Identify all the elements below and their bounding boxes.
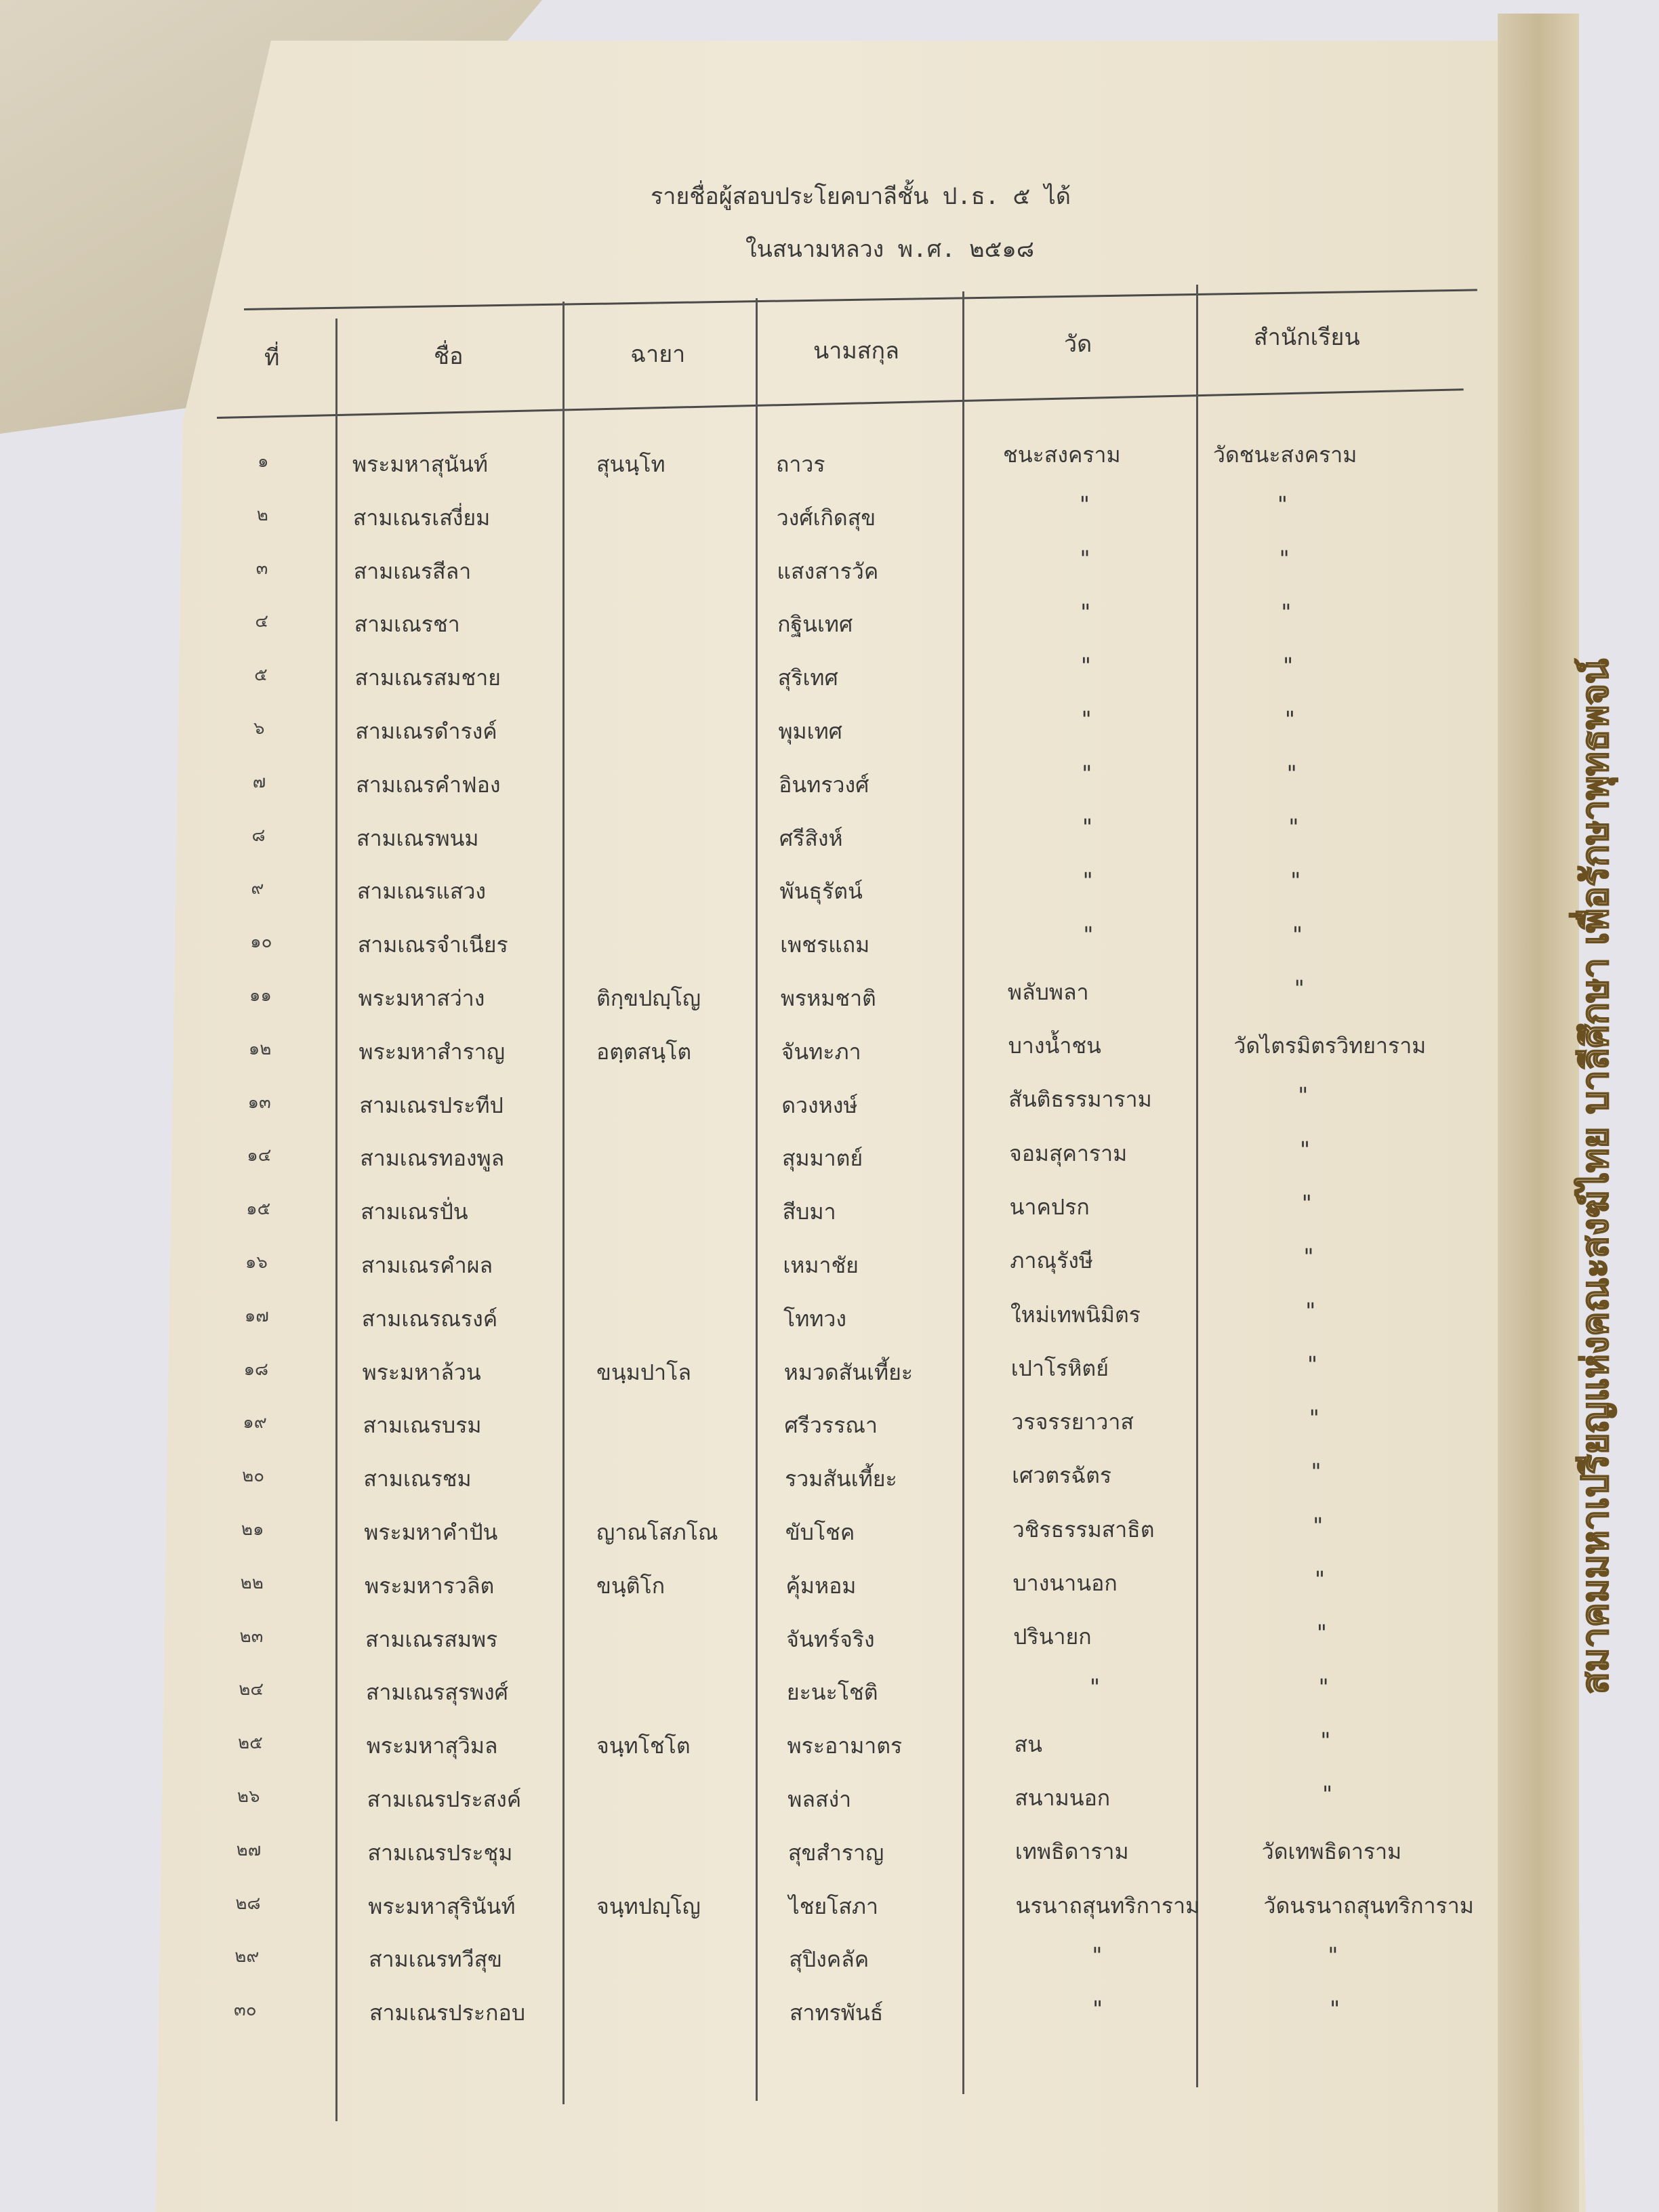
cell-chaya: จนฺทโชโต bbox=[596, 1733, 691, 1759]
cell-school: " bbox=[1307, 1405, 1321, 1431]
header-school: สำนักเรียน bbox=[1254, 324, 1360, 351]
cell-name: สามเณรปั่น bbox=[361, 1199, 468, 1225]
cell-wat: " bbox=[1080, 813, 1094, 840]
cell-chaya: จนฺทปญฺโญ bbox=[596, 1893, 701, 1919]
cell-name: พระมหารวลิต bbox=[365, 1572, 495, 1599]
cell-wat: นาคปรก bbox=[1009, 1193, 1090, 1220]
cell-chaya: สุนนฺโท bbox=[596, 451, 665, 477]
column-divider-no bbox=[335, 319, 337, 2121]
cell-wat: สันติธรรมาราม bbox=[1008, 1086, 1152, 1113]
cell-school: วัดเทพธิดาราม bbox=[1261, 1839, 1402, 1865]
cell-surname: คุ้มหอม bbox=[785, 1572, 857, 1599]
cell-school: " bbox=[1285, 760, 1298, 786]
cell-wat: เทพธิดาราม bbox=[1015, 1839, 1129, 1865]
cell-surname: สุมมาตย์ bbox=[781, 1145, 863, 1172]
cell-name: สามเณรประสงค์ bbox=[367, 1786, 522, 1812]
cell-name: สามเณรเสงี่ยม bbox=[352, 504, 491, 531]
cell-no: ๖ bbox=[253, 718, 265, 739]
cell-school: " bbox=[1279, 598, 1293, 625]
cell-no: ๒๘ bbox=[235, 1893, 261, 1914]
column-divider-name bbox=[562, 302, 565, 2104]
cell-no: ๑๐ bbox=[250, 932, 272, 953]
cell-wat: สนามนอก bbox=[1015, 1785, 1111, 1811]
cell-surname: หมวดสันเที้ยะ bbox=[783, 1359, 914, 1385]
cell-school: " bbox=[1313, 1565, 1327, 1592]
cell-name: สามเณรสุรพงศ์ bbox=[365, 1679, 508, 1706]
cell-surname: สีบมา bbox=[782, 1199, 836, 1225]
cell-wat: " bbox=[1081, 867, 1094, 894]
cell-surname: วงศ์เกิดสุข bbox=[776, 504, 876, 531]
header-wat: วัด bbox=[1064, 331, 1092, 358]
cell-name: สามเณรชา bbox=[354, 611, 460, 638]
cell-wat: " bbox=[1078, 545, 1092, 571]
cell-wat: วรจรรยาวาส bbox=[1011, 1409, 1134, 1435]
cell-wat: วชิรธรรมสาธิต bbox=[1012, 1516, 1155, 1542]
cell-chaya: ติกฺขปญฺโญ bbox=[596, 985, 701, 1011]
column-divider-wat bbox=[1196, 285, 1198, 2087]
cell-school: " bbox=[1311, 1512, 1325, 1538]
cell-surname: สุขสำราญ bbox=[787, 1839, 884, 1866]
cell-name: สามเณรคำผล bbox=[361, 1252, 493, 1278]
cell-school: " bbox=[1277, 545, 1291, 571]
header-no: ที่ bbox=[264, 344, 280, 371]
cell-school: " bbox=[1305, 1351, 1319, 1377]
cell-surname: รวมสันเที้ยะ bbox=[785, 1466, 897, 1492]
cell-name: พระมหาคำปัน bbox=[364, 1519, 498, 1545]
cell-surname: จันทร์จริง bbox=[786, 1626, 875, 1652]
cell-name: สามเณรแสวง bbox=[356, 878, 487, 905]
cell-wat: " bbox=[1080, 760, 1094, 786]
cell-wat: " bbox=[1080, 706, 1093, 733]
column-divider-chaya bbox=[756, 298, 758, 2101]
cell-wat: ชนะสงคราม bbox=[1003, 442, 1121, 468]
cell-school: " bbox=[1317, 1673, 1330, 1700]
cell-wat: จอมสุคาราม bbox=[1008, 1140, 1128, 1166]
cell-wat: เปาโรหิตย์ bbox=[1010, 1355, 1109, 1381]
cell-no: ๒๕ bbox=[238, 1733, 263, 1754]
cell-no: ๑๕ bbox=[246, 1199, 271, 1220]
cell-no: ๒๔ bbox=[239, 1679, 264, 1700]
cell-no: ๒๓ bbox=[239, 1626, 264, 1647]
cell-wat: บางน้ำชน bbox=[1008, 1033, 1101, 1059]
cell-wat: " bbox=[1091, 1996, 1105, 2022]
cell-no: ๒๙ bbox=[234, 1946, 260, 1967]
cell-name: สามเณรคำฟอง bbox=[356, 771, 501, 798]
header-chaya: ฉายา bbox=[630, 341, 686, 368]
cell-surname: ยะนะโชติ bbox=[786, 1679, 878, 1706]
cell-surname: ดวงหงษ์ bbox=[781, 1092, 858, 1118]
document-subtitle: ในสนามหลวง พ.ศ. ๒๕๑๘ bbox=[745, 236, 1035, 263]
cell-chaya: ขนฺมปาโล bbox=[596, 1359, 691, 1385]
cell-no: ๒๖ bbox=[237, 1786, 260, 1807]
cell-no: ๒๒ bbox=[240, 1572, 264, 1593]
cell-no: ๑ bbox=[258, 451, 269, 472]
cell-surname: พรหมชาติ bbox=[780, 985, 876, 1011]
cell-no: ๑๒ bbox=[248, 1038, 272, 1059]
cell-no: ๑๙ bbox=[243, 1412, 267, 1433]
cell-no: ๒๐ bbox=[242, 1466, 265, 1487]
cell-school: " bbox=[1302, 1244, 1315, 1270]
cell-name: สามเณรทองพูล bbox=[360, 1145, 505, 1172]
cell-no: ๒๗ bbox=[236, 1839, 262, 1860]
cell-school: วัดไตรมิตรวิทยาราม bbox=[1233, 1033, 1427, 1059]
cell-school: " bbox=[1309, 1458, 1323, 1485]
cell-no: ๕ bbox=[254, 665, 268, 686]
cell-surname: พระอามาตร bbox=[787, 1733, 903, 1759]
cell-wat: " bbox=[1079, 598, 1092, 625]
cell-no: ๒๑ bbox=[241, 1519, 264, 1540]
cell-no: ๓ bbox=[255, 558, 268, 579]
cell-wat: " bbox=[1082, 921, 1095, 947]
cell-school: " bbox=[1328, 1996, 1342, 2022]
cell-no: ๘ bbox=[251, 825, 266, 846]
cell-wat: บางนานอก bbox=[1012, 1570, 1118, 1596]
cell-no: ๑๗ bbox=[244, 1305, 269, 1326]
cell-wat: " bbox=[1079, 653, 1093, 679]
cell-chaya: ขนฺติโก bbox=[596, 1572, 665, 1599]
cell-wat: " bbox=[1088, 1673, 1102, 1700]
cell-surname: ถาวร bbox=[776, 451, 825, 477]
cell-surname: สุปิงคลัค bbox=[789, 1946, 869, 1973]
cell-chaya: ญาณโสภโณ bbox=[596, 1519, 718, 1545]
cell-wat: นรนาถสุนทริการาม bbox=[1015, 1892, 1200, 1919]
cell-wat: " bbox=[1078, 491, 1091, 518]
cell-name: พระมหาสำราญ bbox=[359, 1038, 506, 1065]
cell-surname: ไชยโสภา bbox=[788, 1893, 878, 1919]
cell-school: " bbox=[1292, 975, 1306, 1001]
cell-wat: ภาณุรังษี bbox=[1010, 1248, 1093, 1274]
cell-school: " bbox=[1319, 1727, 1332, 1753]
cell-surname: จันทะภา bbox=[781, 1038, 861, 1065]
cell-name: สามเณรประชุม bbox=[367, 1839, 513, 1866]
cell-surname: สุริเทศ bbox=[777, 665, 838, 691]
cell-surname: ขับโชค bbox=[785, 1519, 855, 1545]
cell-no: ๒ bbox=[256, 504, 268, 525]
header-name: ชื่อ bbox=[434, 343, 464, 370]
cell-no: ๙ bbox=[251, 878, 264, 899]
cell-no: ๑๖ bbox=[245, 1252, 268, 1273]
cell-surname: สาทรพันธ์ bbox=[790, 2000, 884, 2026]
cell-school: " bbox=[1282, 653, 1295, 679]
cell-no: ๑๘ bbox=[243, 1359, 269, 1380]
cell-surname: โททวง bbox=[783, 1305, 846, 1332]
cell-name: สามเณรณรงค์ bbox=[361, 1305, 498, 1332]
cell-surname: ศรีวรรณา bbox=[784, 1412, 878, 1439]
cell-no: ๑๑ bbox=[249, 985, 272, 1006]
cell-school: " bbox=[1326, 1942, 1340, 1968]
cell-wat: ใหม่เทพนิมิตร bbox=[1010, 1301, 1141, 1328]
cell-surname: ศรีสิงห์ bbox=[779, 825, 843, 851]
cell-name: พระมหาสว่าง bbox=[358, 985, 485, 1011]
cell-name: สามเณรสีลา bbox=[353, 558, 472, 584]
cell-name: พระมหาสุวิมล bbox=[366, 1733, 498, 1759]
cell-no: ๗ bbox=[252, 771, 266, 792]
cell-name: สามเณรสมพร bbox=[365, 1626, 498, 1652]
cell-surname: เหมาชัย bbox=[783, 1252, 859, 1278]
cell-wat: สน bbox=[1014, 1731, 1042, 1757]
cell-school: " bbox=[1298, 1136, 1312, 1162]
cell-wat: " bbox=[1090, 1942, 1104, 1968]
cell-name: สามเณรประกอบ bbox=[369, 2000, 525, 2026]
cell-surname: กฐินเทศ bbox=[777, 611, 853, 638]
cell-school: วัดชนะสงคราม bbox=[1213, 442, 1357, 468]
cell-chaya: อตฺตสนฺโต bbox=[596, 1038, 692, 1065]
cell-name: สามเณรชม bbox=[363, 1466, 472, 1492]
cell-no: ๑๓ bbox=[247, 1092, 271, 1113]
cell-school: " bbox=[1300, 1189, 1313, 1216]
cell-surname: พันธุรัตน์ bbox=[779, 878, 863, 905]
cell-school: " bbox=[1315, 1620, 1328, 1646]
cell-surname: แสงสารวัค bbox=[777, 558, 879, 584]
cell-school: " bbox=[1283, 706, 1297, 733]
cell-school: วัดนรนาถสุนทริการาม bbox=[1263, 1892, 1474, 1919]
cell-no: ๔ bbox=[255, 611, 269, 632]
cell-name: สามเณรดำรงค์ bbox=[355, 718, 497, 744]
header-surname: นามสกุล bbox=[813, 337, 899, 365]
cell-no: ๑๔ bbox=[247, 1145, 272, 1166]
cell-school: " bbox=[1320, 1781, 1334, 1807]
cell-name: สามเณรบรม bbox=[363, 1412, 482, 1439]
cell-name: สามเณรประทีป bbox=[359, 1092, 504, 1118]
cell-surname: เพชรแถม bbox=[780, 932, 870, 958]
cell-no: ๓๐ bbox=[234, 2000, 257, 2021]
cell-name: สามเณรพนม bbox=[356, 825, 479, 851]
cell-school: " bbox=[1290, 921, 1305, 947]
cell-name: สามเณรทวีสุข bbox=[369, 1946, 502, 1973]
cell-surname: อินทรวงศ์ bbox=[779, 771, 869, 798]
cell-school: " bbox=[1275, 491, 1290, 518]
cell-school: " bbox=[1289, 867, 1303, 894]
document-title: รายชื่อผู้สอบประโยคบาลีชั้น ป.ธ. ๕ ได้ bbox=[651, 183, 1071, 210]
watermark: สมาคมมหาเปรียญแห่งคณะสงฆ์ไทย บาลีศึกษา เพื่อรักษาพุทธพจน์ bbox=[1574, 659, 1616, 1694]
cell-school: " bbox=[1287, 813, 1300, 840]
cell-surname: พุมเทศ bbox=[778, 718, 842, 744]
cell-name: สามเณรจำเนียร bbox=[357, 932, 508, 958]
cell-surname: พลสง่า bbox=[787, 1786, 852, 1812]
cell-name: พระมหาสุนันท์ bbox=[352, 451, 488, 477]
column-divider-surname bbox=[962, 291, 964, 2094]
cell-wat: เศวตรฉัตร bbox=[1012, 1462, 1112, 1489]
cell-name: สามเณรสมชาย bbox=[354, 665, 501, 691]
cell-school: " bbox=[1296, 1082, 1310, 1109]
cell-school: " bbox=[1304, 1297, 1317, 1324]
cell-name: พระมหาสุรินันท์ bbox=[368, 1893, 516, 1919]
cell-name: พระมหาล้วน bbox=[362, 1359, 481, 1385]
cell-wat: ปรินายก bbox=[1013, 1624, 1092, 1650]
cell-wat: พลับพลา bbox=[1007, 979, 1089, 1005]
